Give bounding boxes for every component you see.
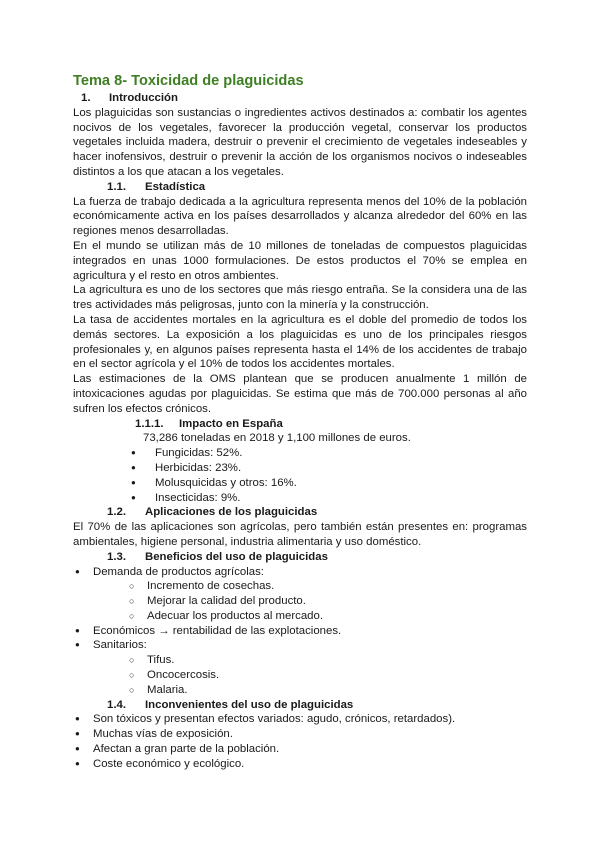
sub-list-item: ○ Adecuar los productos al mercado. [93, 609, 527, 624]
list-item: ● Insecticidas: 9%. [73, 491, 527, 506]
list-item [73, 624, 527, 639]
bullet-list [73, 565, 527, 698]
sub-list [93, 653, 527, 697]
section-number: 1.4. [107, 698, 126, 711]
sub-list-item: ○ Incremento de cosechas. [93, 579, 527, 594]
paragraph: El 70% de las aplicaciones son agrícolas, pero también están presentes en: programas ambientales, higiene personal, industria alimentaria y uso doméstico. [73, 521, 527, 548]
paragraph: La tasa de accidentes mortales en la agricultura es el doble del promedio de todos los demás sectores. La exposición a los plaguicidas es uno de los principales riesgos profesionales y, en algunos países representa hasta el 14% de los accidentes de trabajo en el sector agrícola y el 10% de todos los accidentes mortales. [73, 313, 527, 371]
section-title: Inconvenientes del uso de plaguicidas [145, 698, 354, 711]
section-title: Beneficios del uso de plaguicidas [145, 550, 328, 563]
list-item-label: Demanda de productos agrícolas: [93, 565, 264, 578]
section-title: Impacto en España [179, 417, 283, 430]
section-heading-estadistica [73, 180, 527, 195]
list-item-label: Económicos → rentabilidad de las explotaciones. [93, 624, 342, 637]
sub-list-item: ○ Mejorar la calidad del producto. [93, 594, 527, 609]
list-item: ● Herbicidas: 23%. [73, 461, 527, 476]
section-number: 1.1.1. [135, 417, 164, 430]
section-title: Aplicaciones de los plaguicidas [145, 506, 318, 519]
list-item [73, 638, 527, 697]
list-item: ● Molusquicidas y otros: 16%. [73, 476, 527, 491]
list-item: ● Afectan a gran parte de la población. [73, 742, 527, 757]
paragraph: En el mundo se utilizan más de 10 millones de toneladas de compuestos plaguicidas integrados en unas 1000 formulaciones. De estos productos el 70% se emplea en agricultura y el resto en otros ambientes. [73, 239, 527, 282]
section-heading-inconvenientes [73, 698, 527, 713]
list-item: ● Muchas vías de exposición. [73, 727, 527, 742]
paragraph: 73,286 toneladas en 2018 y 1,100 millones de euros. [143, 432, 411, 445]
page-title: Tema 8- Toxicidad de plaguicidas [73, 73, 304, 89]
list-item: ● Son tóxicos y presentan efectos variados: agudo, crónicos, retardados). [73, 712, 527, 727]
list-item-label: Sanitarios: [93, 639, 147, 652]
sub-list-item: ○ Malaria. [93, 683, 527, 698]
paragraph: La fuerza de trabajo dedicada a la agricultura representa menos del 10% de la población económicamente activa en los países desarrollados y alcanza alrededor del 60% en las regiones menos desarrolladas. [73, 195, 527, 238]
list-item: ● Fungicidas: 52%. [73, 446, 527, 461]
section-title: Introducción [109, 92, 178, 104]
bullet-list [73, 712, 527, 771]
paragraph: Las estimaciones de la OMS plantean que se producen anualmente 1 millón de intoxicaciones agudas por plaguicidas. Se estima que más de 700.000 personas al año sufren los efectos crónicos. [73, 373, 527, 415]
bullet-list [73, 446, 527, 505]
sub-list-item: ○ Tifus. [93, 653, 527, 668]
sub-list [93, 579, 527, 623]
document-page [73, 72, 527, 772]
section-heading-beneficios [73, 550, 527, 565]
paragraph: Los plaguicidas son sustancias o ingredientes activos destinados a: combatir los agentes nocivos de los vegetales, favorecer la producción vegetal, conservar los productos vegetales incluida madera, destruir o prevenir el crecimiento de vegetales indeseables y hacer inofensivos, destruir o prevenir la acción de los organismos nocivos o indeseables distintos a los que atacan a los vegetales. [73, 106, 527, 178]
list-item: ● Coste económico y ecológico. [73, 757, 527, 772]
section-number: 1.3. [107, 550, 126, 563]
list-item [73, 565, 527, 624]
paragraph: La agricultura es uno de los sectores que más riesgo entraña. Se la considera una de las tres actividades más peligrosas, junto con la minería y la construcción. [73, 284, 527, 312]
section-number: 1.2. [107, 506, 126, 519]
section-number: 1. [81, 92, 91, 104]
section-number: 1.1. [107, 180, 126, 193]
section-title: Estadística [145, 180, 206, 193]
section-heading-impacto-espana [73, 417, 527, 432]
sub-list-item: ○ Oncocercosis. [93, 668, 527, 683]
section-heading-introduccion [73, 91, 527, 106]
section-heading-aplicaciones [73, 505, 527, 520]
